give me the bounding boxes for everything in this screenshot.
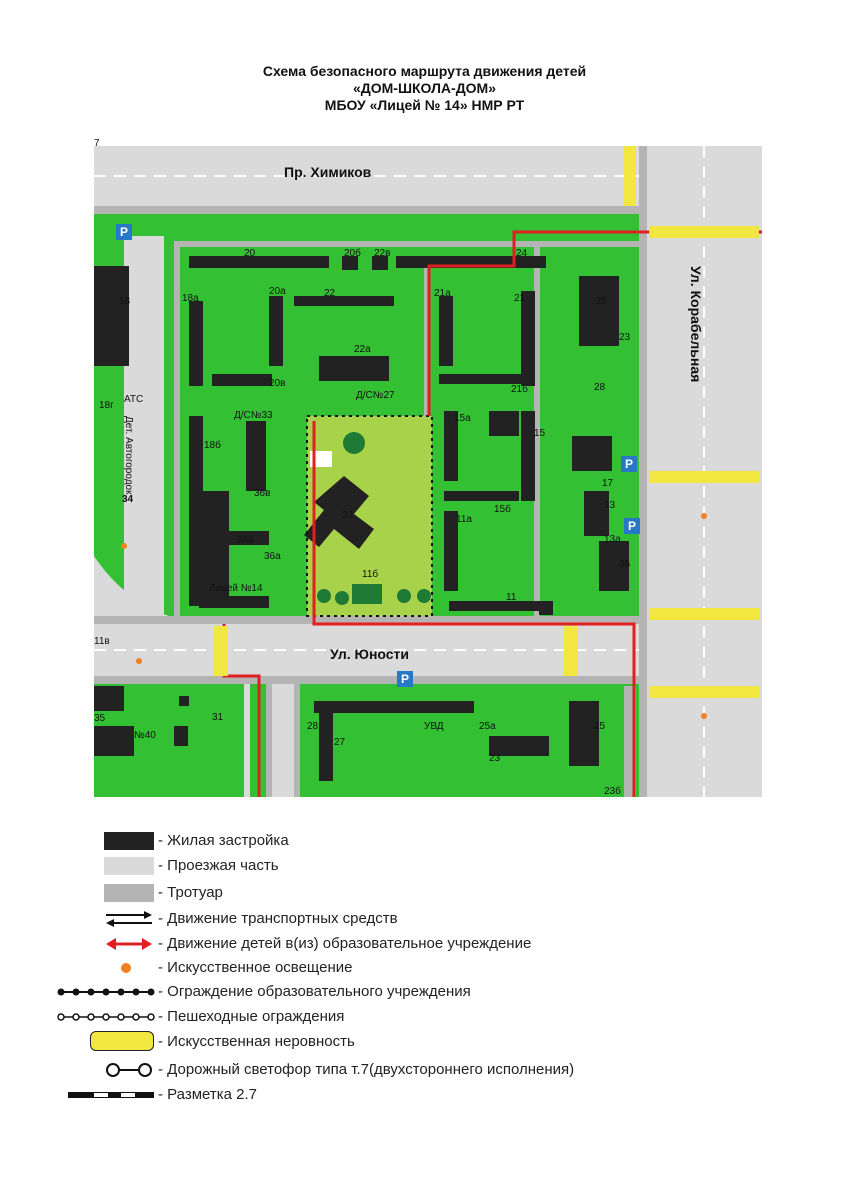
legend-row: [0, 981, 849, 1003]
legend-label: - Искусственная неровность: [158, 1033, 355, 1050]
parking-label: P: [624, 457, 634, 471]
legend-row: [0, 830, 849, 852]
building-number: 11: [506, 592, 517, 603]
building-number: 28: [307, 721, 319, 732]
building-number: 20а: [269, 286, 286, 297]
building-number: 36б: [237, 535, 254, 546]
building-number: 25: [596, 296, 608, 307]
building-number: 25а: [479, 721, 496, 732]
building-number: Д/С№27: [356, 390, 395, 401]
parking-label: P: [119, 225, 129, 239]
building-number: 15а: [454, 413, 471, 424]
building-number: 36: [619, 559, 631, 570]
legend-row: [0, 1084, 849, 1106]
building-number: 36а: [264, 551, 281, 562]
street-korabelnaya: Ул. Корабельная: [688, 266, 704, 383]
building-number: 21а: [434, 288, 451, 299]
legend-label: - Ограждение образовательного учреждения: [158, 983, 471, 1000]
building-number: 31: [212, 712, 224, 723]
map-subtitle: «ДОМ-ШКОЛА-ДОМ»: [352, 80, 497, 96]
building-number: 17: [602, 478, 614, 489]
building-number: 20б: [344, 248, 361, 259]
building-number: 36в: [254, 488, 271, 499]
legend-row: [0, 957, 849, 979]
building-number: 20в: [269, 378, 286, 389]
legend-row: [0, 882, 849, 904]
school-yard: [304, 416, 432, 616]
running-child-icon: [343, 432, 365, 454]
school-name: МБОУ «Лицей № 14» НМР РТ: [324, 97, 525, 113]
legend-row: [0, 933, 849, 955]
building-number: 22в: [374, 248, 391, 259]
building-number: УВД: [424, 721, 444, 732]
parking-label: P: [627, 519, 637, 533]
building-number: 21б: [511, 384, 528, 395]
legend-label: - Проезжая часть: [158, 857, 279, 874]
legend-row: [0, 908, 849, 930]
building-number: 23: [619, 332, 631, 343]
legend-label: - Тротуар: [158, 884, 223, 901]
building-number: Д/С№33: [234, 410, 273, 421]
building-number: 18а: [182, 293, 199, 304]
legend-row: [0, 1031, 849, 1053]
building-number: 23: [489, 753, 501, 764]
building-number: 25: [594, 721, 606, 732]
legend-label: - Искусственное освещение: [158, 959, 353, 976]
building-number: Лицей №14: [209, 583, 263, 594]
building-number: 23б: [604, 786, 621, 797]
building-number: 13а: [604, 534, 621, 545]
building-number: 34: [122, 494, 134, 505]
legend-row: [0, 1006, 849, 1028]
building-number: 11б: [362, 569, 379, 580]
legend: [0, 826, 849, 1126]
building-number: 11а: [456, 514, 472, 525]
legend-label: - Жилая застройка: [158, 832, 289, 849]
building-number: 32: [342, 510, 354, 521]
legend-label: - Разметка 2.7: [158, 1086, 258, 1103]
building-number: 20: [244, 248, 256, 259]
building-number: 35: [94, 713, 106, 724]
map-title: Схема безопасного маршрута движения детей: [262, 63, 587, 79]
building-number: 27: [334, 737, 346, 748]
building-number: 15б: [494, 504, 511, 515]
legend-label: - Движение детей в(из) образовательное учреждение: [158, 935, 532, 952]
building-number: АТС: [124, 394, 144, 405]
building-number: 18г: [99, 400, 114, 411]
route-map: [94, 138, 762, 797]
building-number: 7: [94, 138, 100, 149]
street-khimikov: Пр. Химиков: [284, 164, 372, 180]
legend-row: [0, 855, 849, 877]
parking-label: P: [400, 672, 410, 686]
legend-label: - Дорожный светофор типа т.7(двухстороннего исполнения): [158, 1061, 575, 1078]
building-number: 13: [604, 500, 616, 511]
street-avtogorodok: Дет. Автогородок: [123, 416, 134, 495]
building-number: 15: [534, 428, 546, 439]
legend-label: - Движение транспортных средств: [158, 910, 398, 927]
building-number: №40: [134, 730, 156, 741]
building-number: 24: [516, 248, 528, 259]
building-number: 21: [514, 293, 526, 304]
building-number: 18: [119, 296, 131, 307]
building-number: 18б: [204, 440, 221, 451]
legend-label: - Пешеходные ограждения: [158, 1008, 345, 1025]
legend-row: [0, 1059, 849, 1081]
street-yunosti: Ул. Юности: [330, 646, 410, 662]
building-number: 22: [324, 288, 336, 299]
building-number: 11в: [94, 636, 110, 647]
building-number: 22а: [354, 344, 371, 355]
building-number: 28: [594, 382, 606, 393]
